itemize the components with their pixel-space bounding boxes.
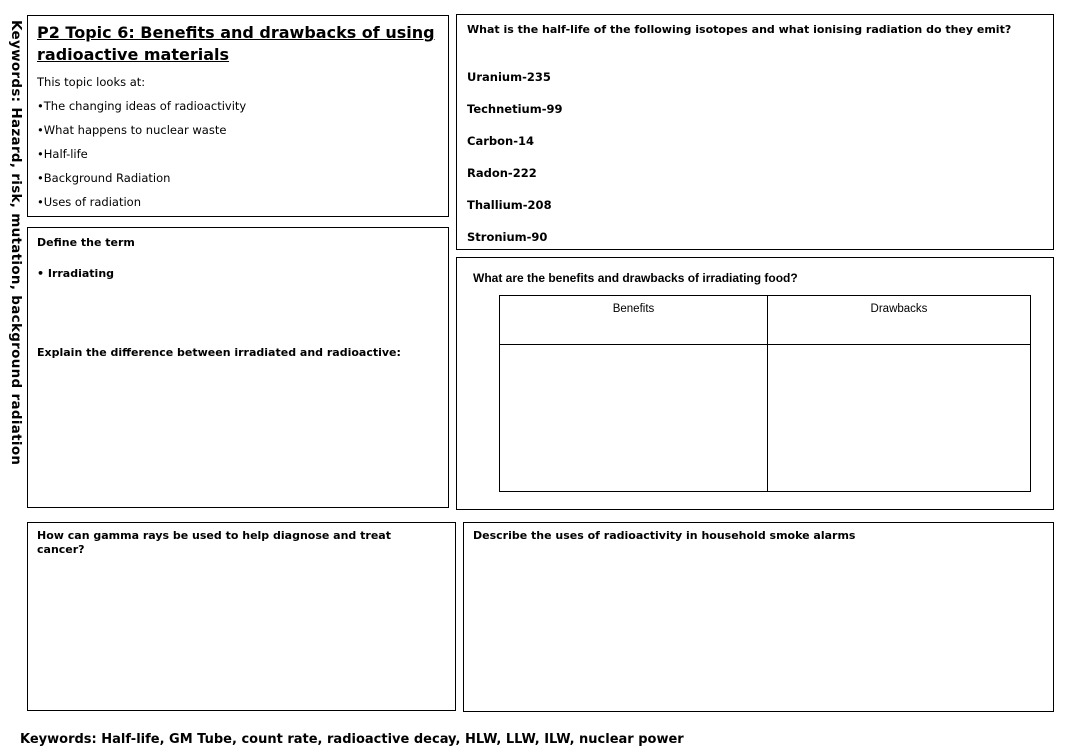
isotope-item: Technetium-99 (467, 102, 563, 116)
isotope-item: Thallium-208 (467, 198, 552, 212)
side-keywords (4, 20, 24, 470)
half-life-question: What is the half-life of the following isotopes and what ionising radiation do they emit? (467, 23, 1012, 36)
benefits-answer-cell[interactable] (500, 345, 768, 492)
column-header-drawbacks: Drawbacks (768, 296, 1031, 345)
explain-question: Explain the difference between irradiated and radioactive: (37, 346, 401, 359)
topic-item: •Half-life (37, 147, 88, 161)
side-keywords-text: Keywords: Hazard, risk, mutation, background radiation (8, 20, 24, 466)
define-term: • Irradiating (37, 267, 115, 280)
column-header-benefits: Benefits (500, 296, 768, 345)
smoke-alarm-question: Describe the uses of radioactivity in household smoke alarms (473, 529, 856, 542)
smoke-alarm-box (463, 522, 1054, 712)
topic-item: •What happens to nuclear waste (37, 123, 227, 137)
topic-item: •Uses of radiation (37, 195, 141, 209)
drawbacks-answer-cell[interactable] (768, 345, 1031, 492)
isotope-item: Radon-222 (467, 166, 537, 180)
page-title: P2 Topic 6: Benefits and drawbacks of using radioactive materials (37, 23, 435, 64)
irradiating-food-box (456, 257, 1054, 510)
isotope-item: Carbon-14 (467, 134, 534, 148)
topic-item: •The changing ideas of radioactivity (37, 99, 247, 113)
bottom-keywords: Keywords: Half-life, GM Tube, count rate, radioactive decay, HLW, LLW, ILW, nuclear power (20, 732, 684, 747)
define-box (27, 227, 449, 508)
topic-intro: This topic looks at: (37, 75, 146, 89)
gamma-question: How can gamma rays be used to help diagnose and treat cancer? (37, 529, 391, 556)
topic-item: •Background Radiation (37, 171, 171, 185)
gamma-box (27, 522, 456, 711)
half-life-box (456, 14, 1054, 250)
irradiating-food-question: What are the benefits and drawbacks of irradiating food? (473, 271, 798, 285)
define-heading: Define the term (37, 236, 135, 249)
benefits-drawbacks-table (499, 295, 1031, 492)
isotope-item: Uranium-235 (467, 70, 551, 84)
topic-box (27, 15, 449, 217)
isotope-item: Stronium-90 (467, 230, 548, 244)
